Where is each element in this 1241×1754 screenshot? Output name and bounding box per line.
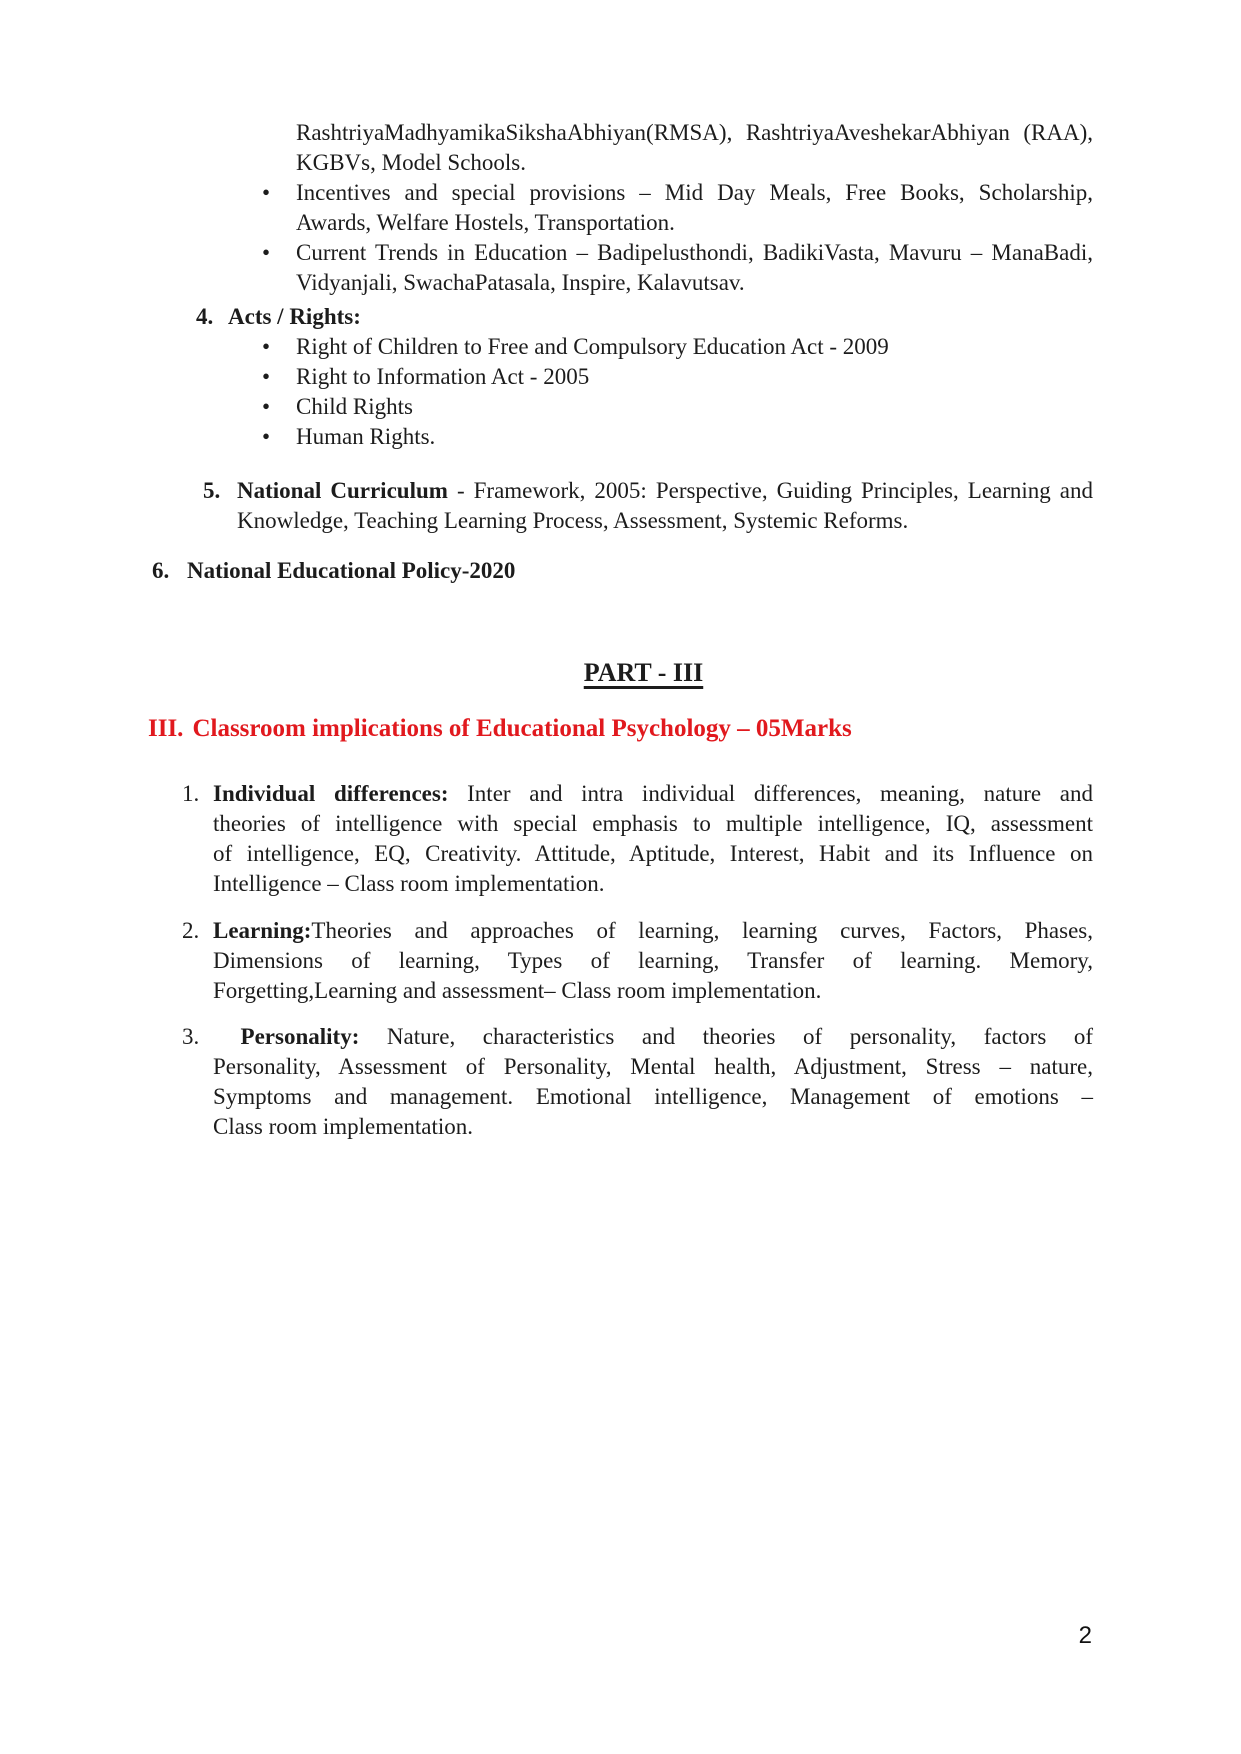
bullet-icon: • bbox=[262, 334, 271, 359]
item-lead: Personality: bbox=[213, 1024, 360, 1049]
text-line: Child Rights bbox=[296, 394, 413, 419]
section-title: National Educational Policy-2020 bbox=[187, 558, 516, 583]
item-text bbox=[213, 916, 1093, 1006]
text-line: theories of intelligence with special emphasis to multiple intelligence, IQ, assessment bbox=[213, 811, 1093, 836]
text-line: National Curriculum - Framework, 2005: Perspective, Guiding Principles, Learning and bbox=[237, 478, 1094, 503]
text-line: of intelligence, EQ, Creativity. Attitude, Aptitude, Interest, Habit and its Influence on bbox=[213, 841, 1093, 866]
chapter-title-text: Classroom implications of Educational Psychology – 05Marks bbox=[192, 715, 852, 742]
text-line: RashtriyaMadhyamikaSikshaAbhiyan(RMSA), RashtriyaAveshekarAbhiyan (RAA), bbox=[296, 120, 1093, 145]
list-item bbox=[262, 332, 1093, 362]
list-item bbox=[262, 178, 1093, 238]
section-number: 5. bbox=[203, 478, 221, 503]
item-number: 3. bbox=[182, 1024, 200, 1049]
section-text bbox=[237, 476, 1093, 536]
text-line: Forgetting,Learning and assessment– Class room implementation. bbox=[213, 978, 822, 1003]
bullet-icon: • bbox=[262, 180, 271, 205]
section-title: National Curriculum bbox=[237, 478, 448, 503]
bullet-icon: • bbox=[262, 240, 271, 265]
chapter-title bbox=[148, 712, 1093, 746]
part-heading-text: PART - III bbox=[583, 658, 704, 687]
list-item bbox=[262, 422, 1093, 452]
text-line: Knowledge, Teaching Learning Process, Assessment, Systemic Reforms. bbox=[237, 508, 909, 533]
list-item bbox=[262, 362, 1093, 392]
section-title: Acts / Rights: bbox=[228, 304, 361, 329]
text-line: Awards, Welfare Hostels, Transportation. bbox=[296, 210, 675, 235]
text-line: Human Rights. bbox=[296, 424, 436, 449]
topic-item-personality bbox=[182, 1022, 1093, 1142]
section-national-educational-policy bbox=[152, 556, 1093, 586]
section-heading-acts-rights bbox=[196, 302, 1093, 332]
list-item-text bbox=[296, 238, 1093, 298]
acts-rights-bullet-list bbox=[262, 332, 1093, 452]
text-line: Symptoms and management. Emotional intelligence, Management of emotions – bbox=[213, 1084, 1093, 1109]
topic-item-individual-differences bbox=[182, 779, 1093, 899]
text-line: Learning:Theories and approaches of learning, learning curves, Factors, Phases, bbox=[213, 918, 1093, 943]
bullet-icon: • bbox=[262, 424, 271, 449]
list-item-text bbox=[296, 178, 1093, 238]
item-number: 1. bbox=[182, 781, 200, 806]
section-number: 6. bbox=[152, 558, 170, 583]
text-line: Individual differences: Inter and intra individual differences, meaning, nature and bbox=[213, 781, 1093, 806]
text-line: Current Trends in Education – Badipelusthondi, BadikiVasta, Mavuru – ManaBadi, bbox=[296, 240, 1093, 265]
text-line: Personality, Assessment of Personality, Mental health, Adjustment, Stress – nature, bbox=[213, 1054, 1093, 1079]
text-line: Right to Information Act - 2005 bbox=[296, 364, 590, 389]
text-line: Right of Children to Free and Compulsory Education Act - 2009 bbox=[296, 334, 889, 359]
item-text bbox=[213, 779, 1093, 899]
continuation-paragraph bbox=[296, 118, 1093, 178]
list-item bbox=[262, 238, 1093, 298]
text-line: Personality: Nature, characteristics and theories of personality, factors of bbox=[213, 1024, 1093, 1049]
text-line: Intelligence – Class room implementation. bbox=[213, 871, 605, 896]
item-lead: Learning: bbox=[213, 918, 312, 943]
page-number: 2 bbox=[1078, 1622, 1092, 1649]
text-line: Class room implementation. bbox=[213, 1114, 473, 1139]
text-line: Incentives and special provisions – Mid Day Meals, Free Books, Scholarship, bbox=[296, 180, 1093, 205]
item-lead: Individual differences: bbox=[213, 781, 449, 806]
part-heading bbox=[0, 656, 1241, 690]
item-number: 2. bbox=[182, 918, 200, 943]
section-number: 4. bbox=[196, 304, 214, 329]
bullet-list bbox=[262, 178, 1093, 298]
bullet-icon: • bbox=[262, 364, 271, 389]
topic-item-learning bbox=[182, 916, 1093, 1006]
list-item bbox=[262, 392, 1093, 422]
item-text bbox=[213, 1022, 1093, 1142]
chapter-number: III. bbox=[148, 715, 184, 742]
text-line: KGBVs, Model Schools. bbox=[296, 150, 527, 175]
text-line: Dimensions of learning, Types of learning, Transfer of learning. Memory, bbox=[213, 948, 1093, 973]
text-line: Vidyanjali, SwachaPatasala, Inspire, Kalavutsav. bbox=[296, 270, 745, 295]
section-national-curriculum bbox=[203, 476, 1093, 536]
bullet-icon: • bbox=[262, 394, 271, 419]
